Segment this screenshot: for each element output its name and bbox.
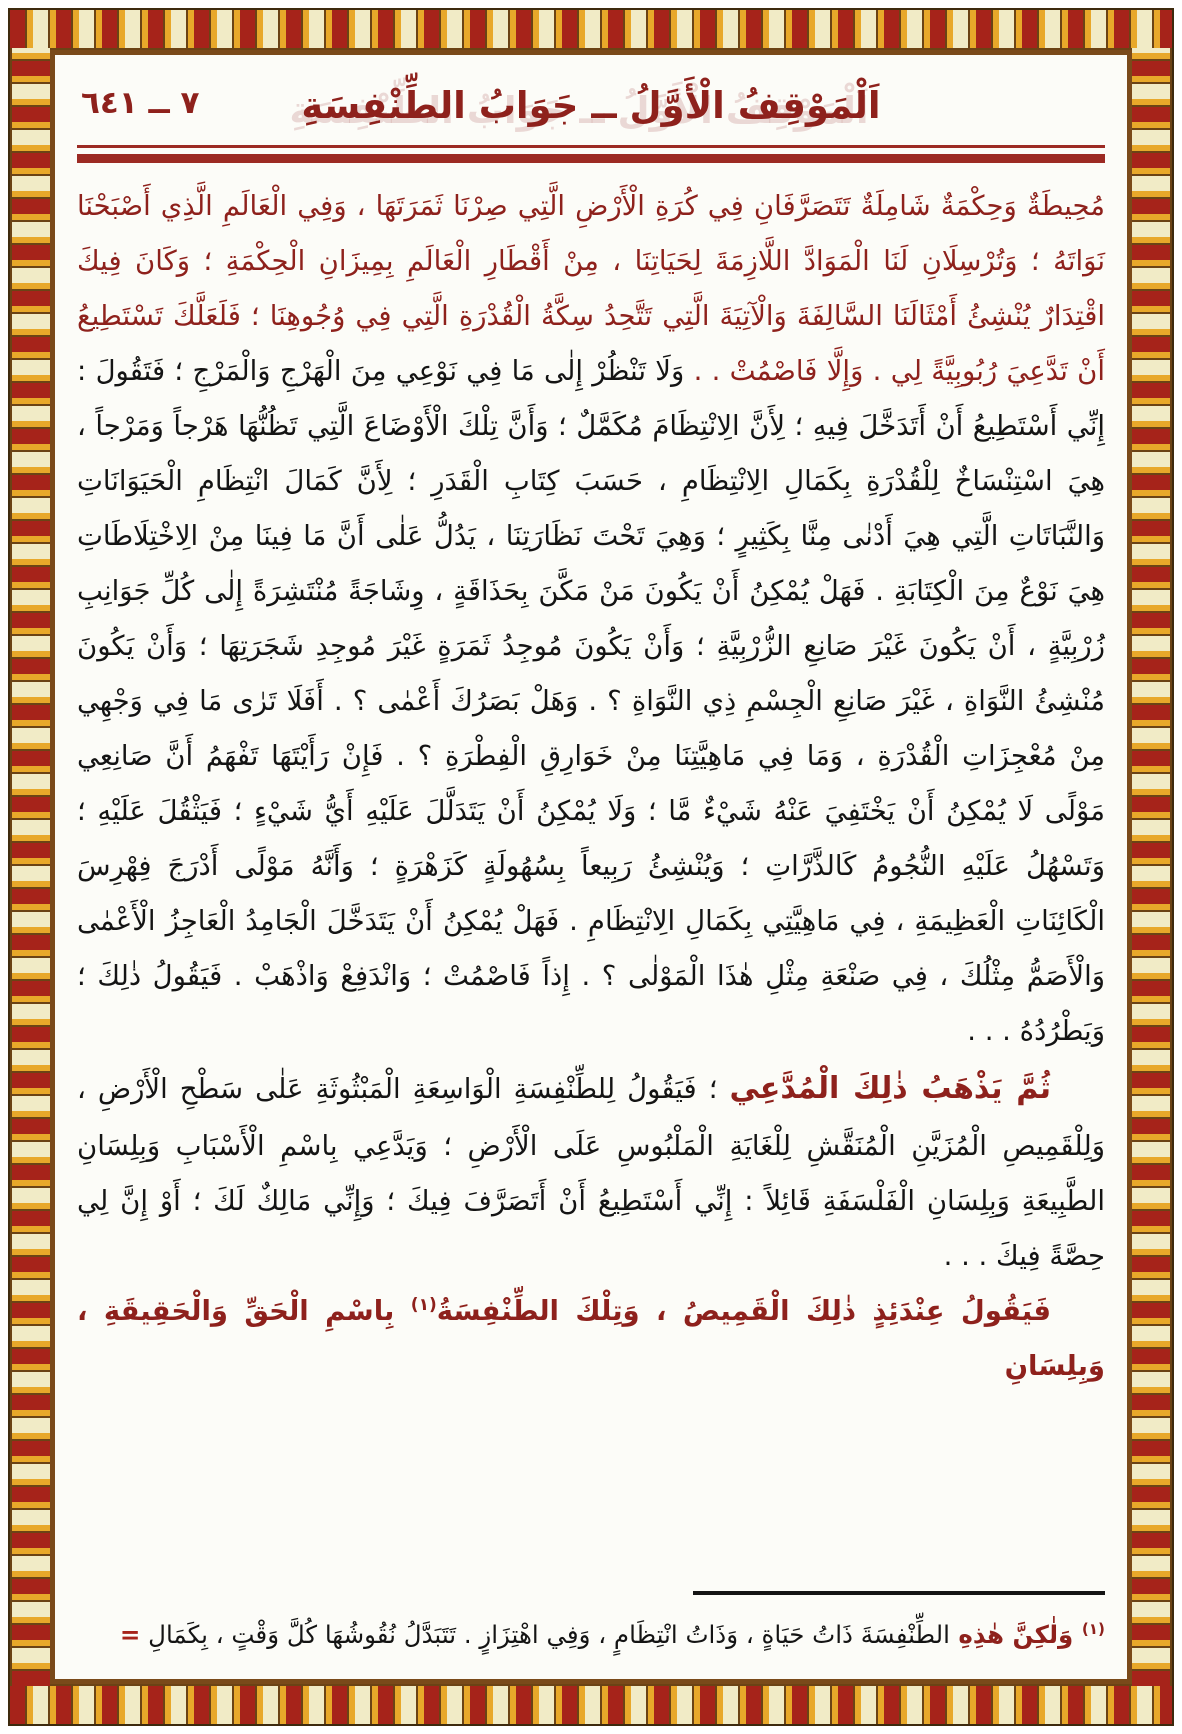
ornamental-border-right (1132, 48, 1172, 1686)
header-rule-thick (77, 154, 1105, 163)
paragraph-1-black-text: وَلَا تَنْظُرْ إِلٰى مَا فِي نَوْعِي مِنَ الْهَرْجِ وَالْمَرْجِ ؛ فَتَقُولَ : إِنِّي أَسْتَطِيعُ أَنْ أَتَدَخَّلَ فِيهِ ؛ لِأَنَّ الِانْتِظَامَ مُكَمَّلٌ ؛ وَأَنَّ تِلْكَ الْأَوْضَاعَ الَّتِي تَظُنُّهَا هَرْجاً وَمَرْجاً ، هِيَ اسْتِنْسَاخٌ لِلْقُدْرَةِ بِكَمَالِ الِانْتِظَامِ ، حَسَبَ كِتَابِ الْقَدَرِ ؛ لِأَنَّ كَمَالَ انْتِظَامِ الْحَيَوَانَاتِ وَالنَّبَاتَاتِ الَّتِي هِيَ أَدْنٰى مِنَّا بِكَثِيرٍ ؛ وَهِيَ تَحْتَ نَظَارَتِنَا ، يَدُلُّ عَلٰى أَنَّ مَا فِينَا مِنْ الِاخْتِلَاطَاتِ هِيَ نَوْعٌ مِنَ الْكِتَابَةِ . فَهَلْ يُمْكِنُ أَنْ يَكُونَ مَنْ مَكَّنَ بِحَذَاقَةٍ ، وِشَاجَةً مُنْتَشِرَةً إِلٰى كُلِّ جَوَانِبِ زُرْبِيَّةٍ ، أَنْ يَكُونَ غَيْرَ صَانِعِ الزُّرْبِيَّةِ ؛ وَأَنْ يَكُونَ مُوجِدُ ثَمَرَةٍ غَيْرَ مُوجِدِ شَجَرَتِهَا ؛ وَأَنْ يَكُونَ مُنْشِئُ النَّوَاةِ ، غَيْرَ صَانِعِ الْجِسْمِ ذِي النَّوَاةِ ؟ . وَهَلْ بَصَرُكَ أَعْمٰى ؟ . أَفَلَا تَرٰى مَا فِي وَجْهِي مِنْ مُعْجِزَاتِ الْقُدْرَةِ ، وَمَا فِي مَاهِيَّتِنَا مِنْ خَوَارِقِ الْفِطْرَةِ ؟ . فَإِنْ رَأَيْتَهَا تَفْهَمُ أَنَّ صَانِعِي مَوْلًى لَا يُمْكِنُ أَنْ يَخْتَفِيَ عَنْهُ شَيْءٌ مَّا ؛ وَلَا يُمْكِنُ أَنْ يَتَدَلَّلَ عَلَيْهِ أَيُّ شَيْءٍ ؛ فَيَثْقُلَ عَلَيْهِ ؛ وَتَسْهُلُ عَلَيْهِ النُّجُومُ كَالذَّرَّاتِ ؛ وَيُنْشِئُ رَبِيعاً بِسُهُولَةٍ كَزَهْرَةٍ ؛ وَأَنَّهُ مَوْلًى أَدْرَجَ فِهْرِسَ الْكَائِنَاتِ الْعَظِيمَةِ ، فِي مَاهِيَّتِي بِكَمَالِ الِانْتِظَامِ . فَهَلْ يُمْكِنُ أَنْ يَتَدَخَّلَ الْجَامِدُ الْعَاجِزُ الْأَعْمٰى وَالْأَصَمُّ مِثْلُكَ ، فِي صَنْعَةِ مِثْلِ هٰذَا الْمَوْلٰى ؟ . إِذاً فَاصْمُتْ ؛ وَانْدَفِعْ وَاذْهَبْ . فَيَقُولُ ذٰلِكَ ؛ وَيَطْرُدُهُ . . . (77, 355, 1105, 1047)
page-title: اَلْمَوْقِفُ الْأَوَّلُ ــ جَوَابُ الطِّنْفِسَةِ (301, 84, 881, 127)
footnote-separator (693, 1591, 1105, 1595)
paragraph-3 (77, 1284, 1105, 1394)
paragraph-2 (77, 1059, 1105, 1284)
footnote-marker: (١) (1081, 1620, 1105, 1639)
footnote-ref-marker: (١) (410, 1294, 437, 1315)
footnote-text (77, 1611, 1105, 1659)
paragraph-2-red-lead: ثُمَّ يَذْهَبُ ذٰلِكَ الْمُدَّعِي (729, 1071, 1051, 1106)
ornamental-border-left (10, 48, 50, 1686)
header-rule-thin (77, 145, 1105, 148)
page-number: ٧ ــ ٦٤١ (81, 85, 200, 121)
paragraph-2-black-text: ؛ فَيَقُولُ لِلطِّنْفِسَةِ الْوَاسِعَةِ الْمَبْثُوثَةِ عَلٰى سَطْحِ الْأَرْضِ ، وَلِلْقَمِيصِ الْمُزَيَّنِ الْمُنَقَّشِ لِلْغَايَةِ الْمَلْبُوسِ عَلَى الْأَرْضِ ؛ وَيَدَّعِي بِاسْمِ الْأَسْبَابِ وَبِلِسَانِ الطَّبِيعَةِ وَبِلِسَانِ الْفَلْسَفَةِ قَائِلاً : إِنِّي أَسْتَطِيعُ أَنْ أَتَصَرَّفَ فِيكَ ؛ وَإِنِّي مَالِكٌ لَكَ ؛ أَوْ إِنَّ لِي حِصَّةً فِيكَ . . . (77, 1073, 1105, 1272)
paragraph-1 (77, 179, 1105, 1059)
footnote-area (77, 1591, 1105, 1659)
footnote-red-lead: وَلٰكِنَّ هٰذِهِ (949, 1620, 1082, 1650)
body-text (77, 179, 1105, 1394)
page-content (50, 50, 1132, 1684)
paragraph-1-red-lead: مُحِيطَةٌ وَحِكْمَةٌ شَامِلَةٌ تَتَصَرَّفَانِ فِي كُرَةِ الْأَرْضِ الَّتِي صِرْنَا ثَمَرَتَهَا ، وَفِي الْعَالَمِ الَّذِي أَصْبَحْنَا نَوَاتَهُ ؛ وَتُرْسِلَانِ لَنَا الْمَوَادَّ اللَّازِمَةَ لِحَيَاتِنَا ، مِنْ أَقْطَارِ الْعَالَمِ بِمِيزَانِ الْحِكْمَةِ ؛ وَكَانَ فِيكَ اقْتِدَارٌ يُنْشِئُ أَمْثَالَنَا السَّالِفَةَ وَالْآتِيَةَ الَّتِي تَتَّحِدُ سِكَّةُ الْقُدْرَةِ الَّتِي فِي وُجُوهِنَا ؛ فَلَعَلَّكَ تَسْتَطِيعُ أَنْ تَدَّعِيَ رُبُوبِيَّةً لِي . وَإِلَّا فَاصْمُتْ . . (77, 190, 1105, 387)
ornamental-border-bottom (10, 1684, 1172, 1724)
page-header (77, 69, 1105, 143)
ornamental-border-top (10, 10, 1172, 50)
paragraph-3-red-start: فَيَقُولُ عِنْدَئِذٍ ذٰلِكَ الْقَمِيصُ ، وَتِلْكَ الطِّنْفِسَةُ (436, 1295, 1051, 1327)
footnote-continuation-mark: = (119, 1620, 141, 1650)
footnote-black-text: الطِّنْفِسَةَ ذَاتُ حَيَاةٍ ، وَذَاتُ انْتِظَامٍ ، وَفِي اهْتِزَازٍ . تَتَبَدَّلُ نُقُوشُهَا كُلَّ وَقْتٍ ، بِكَمَالِ (140, 1620, 950, 1650)
paragraph-3-red-end: بِاسْمِ الْحَقِّ وَالْحَقِيقَةِ ، وَبِلِسَانِ (77, 1295, 1105, 1382)
